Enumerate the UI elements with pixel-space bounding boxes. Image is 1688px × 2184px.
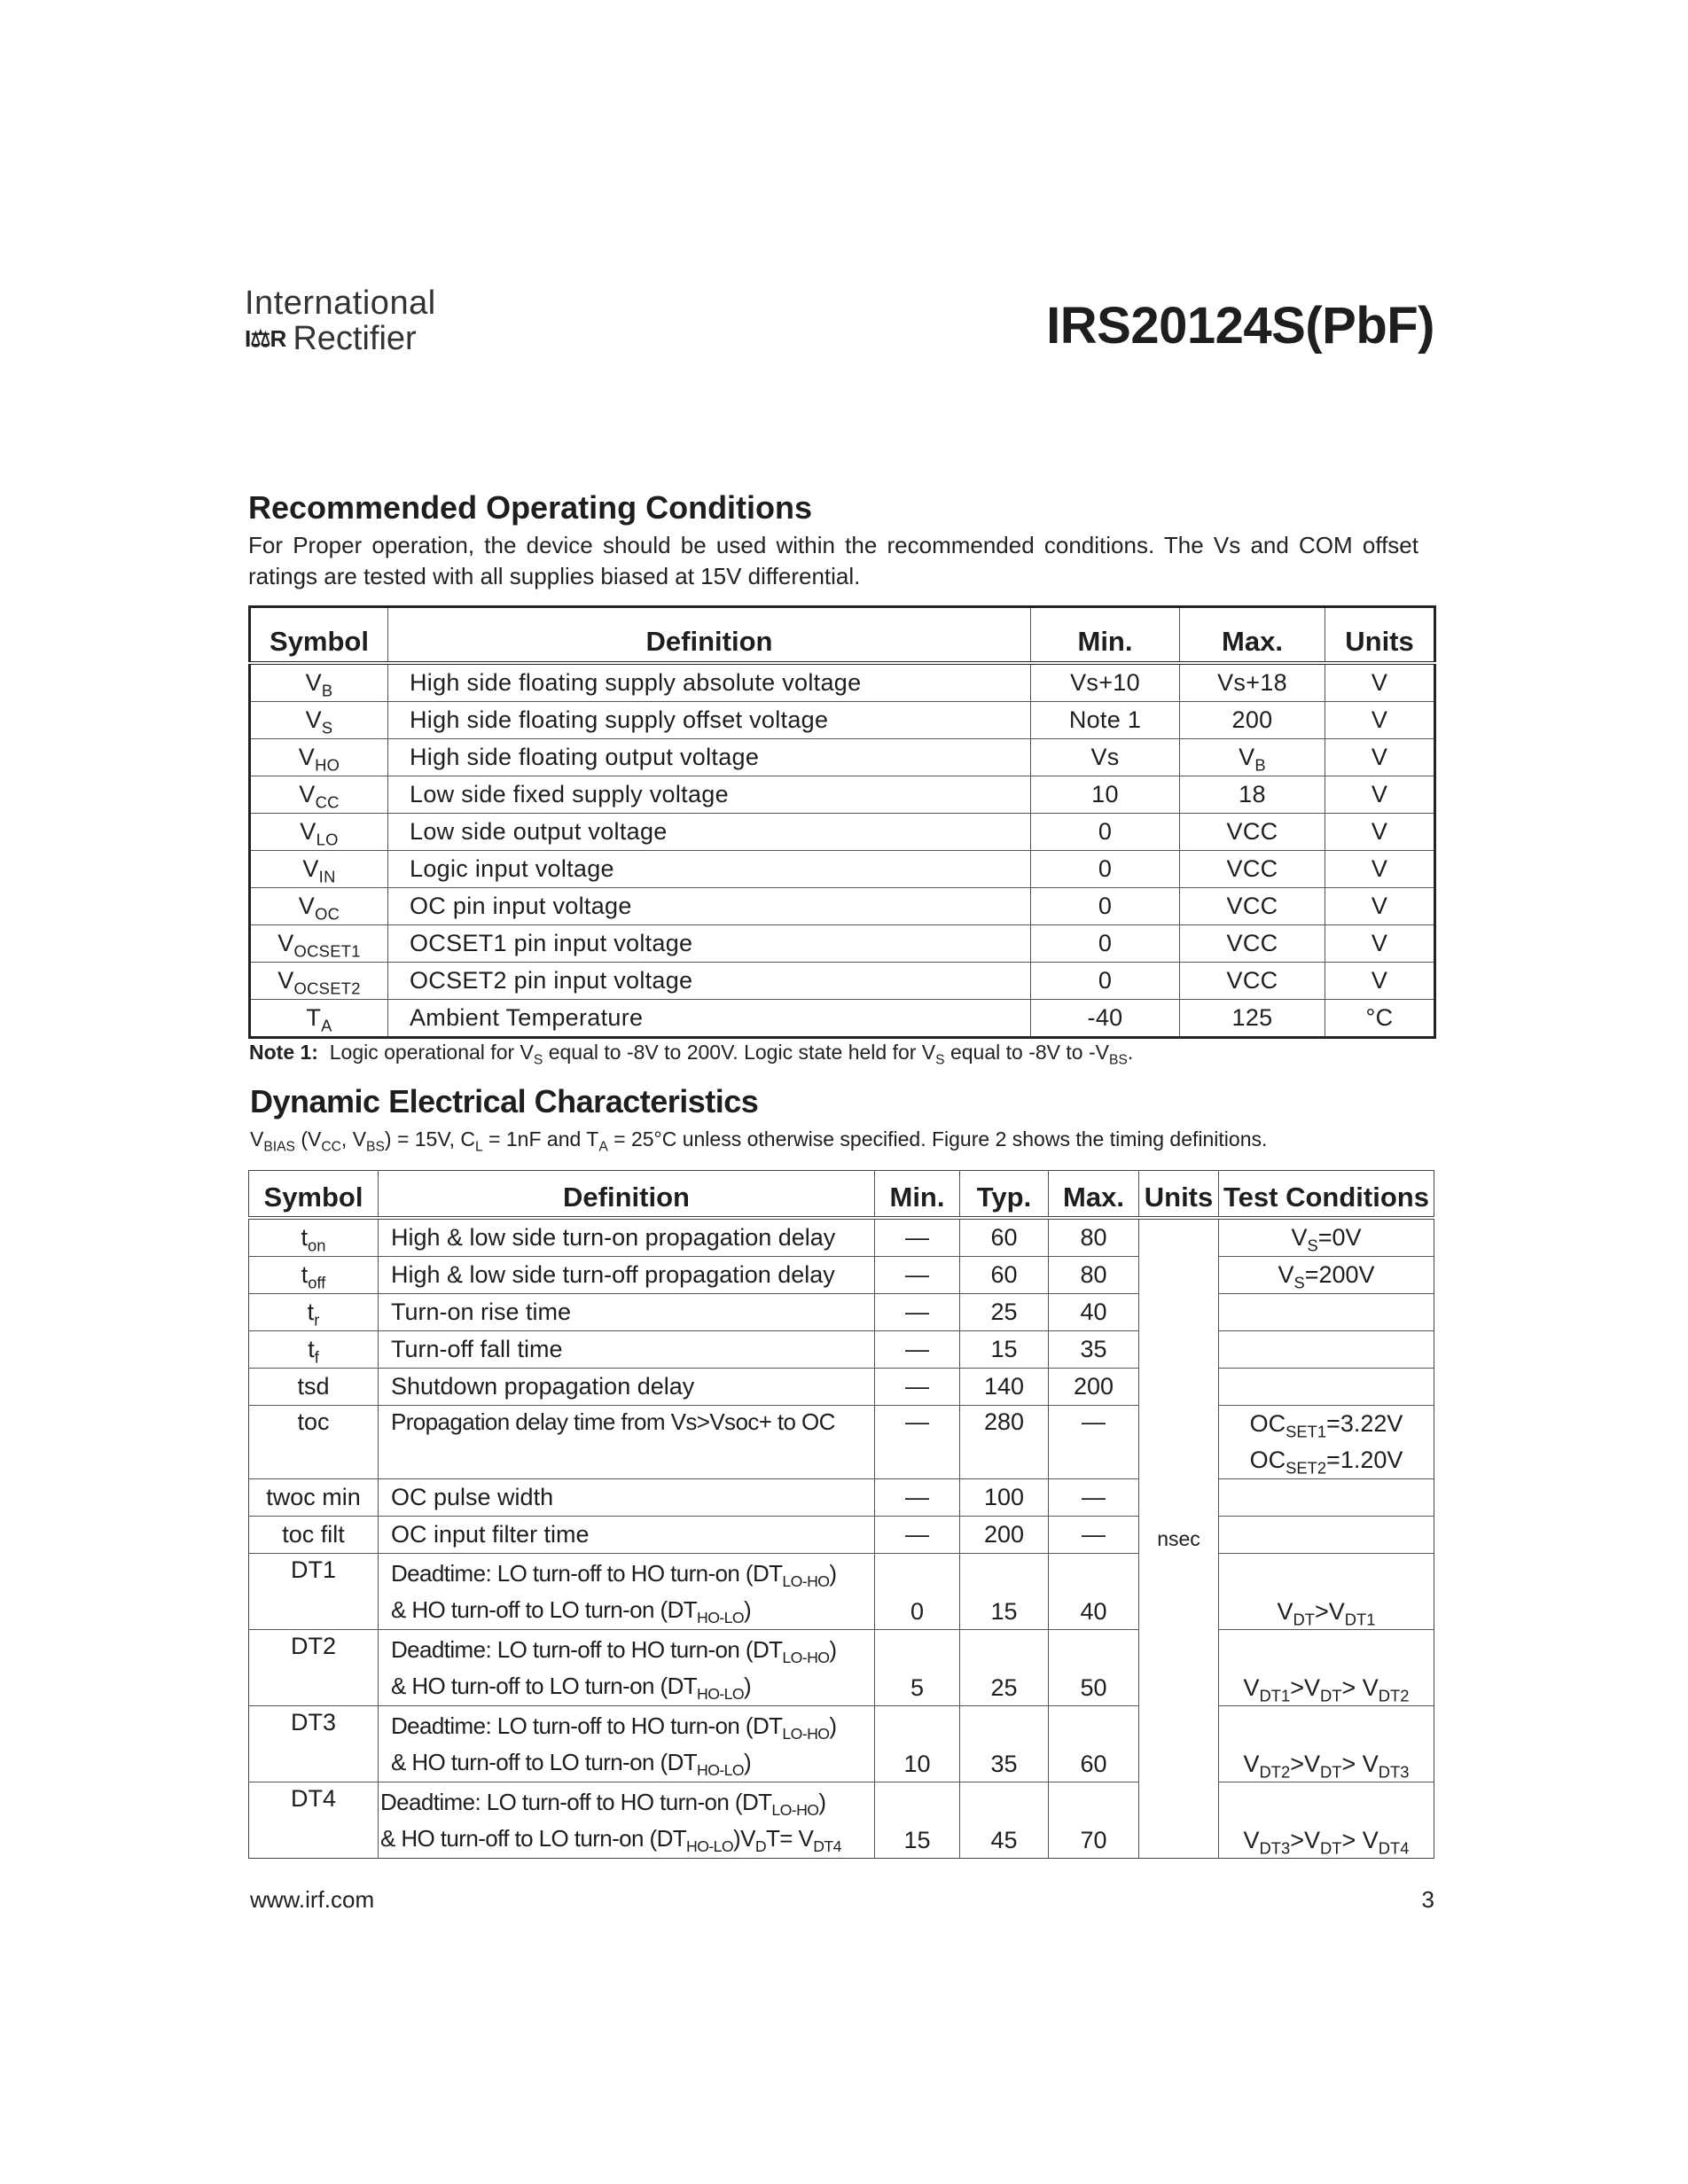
units-cell: V [1325,663,1435,702]
units-cell: V [1325,739,1435,776]
table-row [249,1294,1434,1331]
test-condition-cell: $V_{DT}>V_{DT1}$ [1219,1554,1434,1630]
test-condition-cell: $V_{DT3}>V_{DT}> V_{DT4}$ [1219,1782,1434,1859]
symbol-cell: toc [249,1406,379,1479]
max-cell: VCC [1180,925,1325,963]
dynamic-body [249,1218,1434,1859]
max-cell: 35 [1049,1331,1139,1369]
max-cell: VCC [1180,814,1325,851]
definition-cell: Turn-on rise time [379,1294,875,1331]
symbol-cell: DT2 [249,1630,379,1706]
definition-cell: OC pin input voltage [388,888,1031,925]
typ-cell: 25 [960,1294,1049,1331]
test-condition-cell [1219,1517,1434,1554]
logo-text-rectifier-row [245,321,431,356]
typ-cell: 100 [960,1479,1049,1517]
max-cell: 40 [1049,1294,1139,1331]
test-condition-cell [1219,1369,1434,1406]
recommended-header-row [250,607,1435,664]
note-text: Logic operational for $V_S$ equal to -8V to 200V. Logic state held for $V_S$ equal to -8V to $-V_{BS}$. [329,1041,1134,1068]
units-cell: nsec [1139,1218,1219,1859]
symbol-cell: $V_{CC}$ [250,776,388,814]
table-row [250,1000,1435,1038]
company-logo [245,285,436,357]
symbol-cell: $t_{off}$ [249,1257,379,1294]
min-cell: Vs [1031,739,1180,776]
min-cell: Vs+10 [1031,663,1180,702]
max-cell: Vs+18 [1180,663,1325,702]
definition-cell: Ambient Temperature [388,1000,1031,1038]
recommended-body [250,663,1435,1038]
table-row [249,1406,1434,1479]
min-cell: 15 [875,1782,960,1859]
definition-cell: Low side output voltage [388,814,1031,851]
units-cell: V [1325,814,1435,851]
symbol-cell: $T_A$ [250,1000,388,1038]
typ-cell: 60 [960,1257,1049,1294]
symbol-cell: $V_{IN}$ [250,851,388,888]
max-cell: VCC [1180,888,1325,925]
logo-text-international: International [245,285,436,322]
col-min: Min. [1031,607,1180,664]
max-cell: 40 [1049,1554,1139,1630]
deadtime-row [249,1630,1434,1706]
min-cell: — [875,1369,960,1406]
col-max: Max. [1180,607,1325,664]
symbol-cell: DT1 [249,1554,379,1630]
max-cell: 60 [1049,1706,1139,1782]
symbol-cell: $V_S$ [250,702,388,739]
definition-cell: Deadtime: LO turn-off to HO turn-on $(DT_{LO-HO})$ & HO turn-off to LO turn-on $(DT_{HO-LO})$ [379,1706,875,1782]
definition-cell: High side floating supply offset voltage [388,702,1031,739]
dynamic-header-row [249,1171,1434,1219]
min-cell: — [875,1257,960,1294]
logo-text-rectifier: Rectifier [293,320,417,357]
test-condition-cell: $V_{DT1}>V_{DT}> V_{DT2}$ [1219,1630,1434,1706]
typ-cell: 280 [960,1406,1049,1479]
footer-url: www.irf.com [250,1886,375,1913]
col-definition: Definition [388,607,1031,664]
units-cell: V [1325,888,1435,925]
table-row [249,1517,1434,1554]
recommended-table [248,605,1436,1039]
max-cell: 18 [1180,776,1325,814]
min-cell: 0 [875,1554,960,1630]
definition-cell: Propagation delay time from Vs>Vsoc+ to OC [379,1406,875,1479]
deadtime-row [249,1706,1434,1782]
min-cell: Note 1 [1031,702,1180,739]
symbol-cell: $t_r$ [249,1294,379,1331]
units-cell: V [1325,776,1435,814]
table-row [250,963,1435,1000]
recommended-title: Recommended Operating Conditions [248,489,813,526]
table-row [249,1218,1434,1257]
definition-cell: High & low side turn-on propagation delay [379,1218,875,1257]
definition-cell: High side floating supply absolute voltage [388,663,1031,702]
table-row [249,1479,1434,1517]
symbol-cell: tsd [249,1369,379,1406]
table-row [250,925,1435,963]
col-test-conditions: Test Conditions [1219,1171,1434,1219]
min-cell: 10 [875,1706,960,1782]
symbol-cell: $t_{on}$ [249,1218,379,1257]
min-cell: — [875,1517,960,1554]
note-label: Note 1: [249,1041,318,1064]
symbol-cell: $V_{LO}$ [250,814,388,851]
note-1 [249,1041,1134,1068]
typ-cell: 35 [960,1706,1049,1782]
recommended-intro: For Proper operation, the device should be used within the recommended conditions. The Vs and COM offset ratings are tested with all supplies biased at 15V differential. [248,532,1418,589]
table-row [250,776,1435,814]
max-cell: VCC [1180,851,1325,888]
dynamic-conditions: $V_{BIAS}$ ($V_{CC}$, $V_{BS}) = 15V$, $C_L = 1nF$ and $T_A = 25^\circ C$ unless otherwise specified. Figure 2 shows the timing definitions. [250,1127,1268,1155]
symbol-cell: $t_f$ [249,1331,379,1369]
definition-cell: Deadtime: LO turn-off to HO turn-on $(DT_{LO-HO})$ & HO turn-off to LO turn-on $(DT_{HO-LO})V_DT= V_{DT4}$ [379,1782,875,1859]
max-cell: 80 [1049,1218,1139,1257]
symbol-cell: toc filt [249,1517,379,1554]
max-cell: — [1049,1517,1139,1554]
table-row [250,739,1435,776]
max-cell: — [1049,1406,1139,1479]
col-max: Max. [1049,1171,1139,1219]
min-cell: 10 [1031,776,1180,814]
max-cell: 200 [1180,702,1325,739]
test-condition-cell [1219,1331,1434,1369]
col-definition: Definition [379,1171,875,1219]
symbol-cell: DT3 [249,1706,379,1782]
units-cell: V [1325,963,1435,1000]
definition-cell: Turn-off fall time [379,1331,875,1369]
max-cell: 80 [1049,1257,1139,1294]
symbol-cell: $V_B$ [250,663,388,702]
col-units: Units [1325,607,1435,664]
min-cell: -40 [1031,1000,1180,1038]
symbol-cell: $V_{OCSET1}$ [250,925,388,963]
table-row [250,888,1435,925]
max-cell: 125 [1180,1000,1325,1038]
max-cell: 200 [1049,1369,1139,1406]
test-condition-cell: $V_S=200V$ [1219,1257,1434,1294]
ior-logo-mark: I⚖R [245,325,286,352]
col-symbol: Symbol [250,607,388,664]
max-cell: 50 [1049,1630,1139,1706]
col-min: Min. [875,1171,960,1219]
symbol-cell: twoc min [249,1479,379,1517]
col-symbol: Symbol [249,1171,379,1219]
table-row [250,851,1435,888]
deadtime-row [249,1554,1434,1630]
table-row [250,702,1435,739]
table-row [249,1369,1434,1406]
test-condition-cell: $V_{DT2}>V_{DT}> V_{DT3}$ [1219,1706,1434,1782]
definition-cell: OCSET1 pin input voltage [388,925,1031,963]
typ-cell: 15 [960,1554,1049,1630]
dynamic-title: Dynamic Electrical Characteristics [250,1083,759,1119]
units-cell: V [1325,702,1435,739]
definition-cell: OC input filter time [379,1517,875,1554]
min-cell: 0 [1031,888,1180,925]
typ-cell: 200 [960,1517,1049,1554]
col-typ: Typ. [960,1171,1049,1219]
min-cell: 0 [1031,925,1180,963]
typ-cell: 140 [960,1369,1049,1406]
test-condition-cell [1219,1294,1434,1331]
definition-cell: OCSET2 pin input voltage [388,963,1031,1000]
deadtime-row [249,1782,1434,1859]
min-cell: 0 [1031,814,1180,851]
test-condition-cell: $OC_{SET1}=3.22V$ $OC_{SET2}=1.20V$ [1219,1406,1434,1479]
definition-cell: High side floating output voltage [388,739,1031,776]
definition-cell: Low side fixed supply voltage [388,776,1031,814]
min-cell: 0 [1031,851,1180,888]
min-cell: — [875,1331,960,1369]
test-condition-cell [1219,1479,1434,1517]
table-row [249,1331,1434,1369]
symbol-cell: $V_{OCSET2}$ [250,963,388,1000]
units-cell: V [1325,925,1435,963]
definition-cell: Logic input voltage [388,851,1031,888]
min-cell: — [875,1218,960,1257]
dynamic-table [248,1170,1434,1859]
definition-cell: Shutdown propagation delay [379,1369,875,1406]
definition-cell: Deadtime: LO turn-off to HO turn-on $(DT_{LO-HO})$ & HO turn-off to LO turn-on $(DT_{HO-LO})$ [379,1554,875,1630]
typ-cell: 60 [960,1218,1049,1257]
min-cell: 5 [875,1630,960,1706]
definition-cell: Deadtime: LO turn-off to HO turn-on $(DT_{LO-HO})$ & HO turn-off to LO turn-on $(DT_{HO-LO})$ [379,1630,875,1706]
max-cell: — [1049,1479,1139,1517]
symbol-cell: DT4 [249,1782,379,1859]
min-cell: — [875,1294,960,1331]
max-cell: $V_B$ [1180,739,1325,776]
symbol-cell: $V_{OC}$ [250,888,388,925]
min-cell: 0 [1031,963,1180,1000]
col-units: Units [1139,1171,1219,1219]
definition-cell: OC pulse width [379,1479,875,1517]
symbol-cell: $V_{HO}$ [250,739,388,776]
table-row [250,814,1435,851]
min-cell: — [875,1406,960,1479]
max-cell: 70 [1049,1782,1139,1859]
page-number: 3 [1421,1886,1434,1913]
typ-cell: 15 [960,1331,1049,1369]
table-row [249,1257,1434,1294]
table-row [250,663,1435,702]
part-number: IRS20124S(PbF) [1046,297,1434,355]
min-cell: — [875,1479,960,1517]
typ-cell: 45 [960,1782,1049,1859]
units-cell: V [1325,851,1435,888]
max-cell: VCC [1180,963,1325,1000]
typ-cell: 25 [960,1630,1049,1706]
units-cell: °C [1325,1000,1435,1038]
test-condition-cell: $V_S=0V$ [1219,1218,1434,1257]
definition-cell: High & low side turn-off propagation delay [379,1257,875,1294]
